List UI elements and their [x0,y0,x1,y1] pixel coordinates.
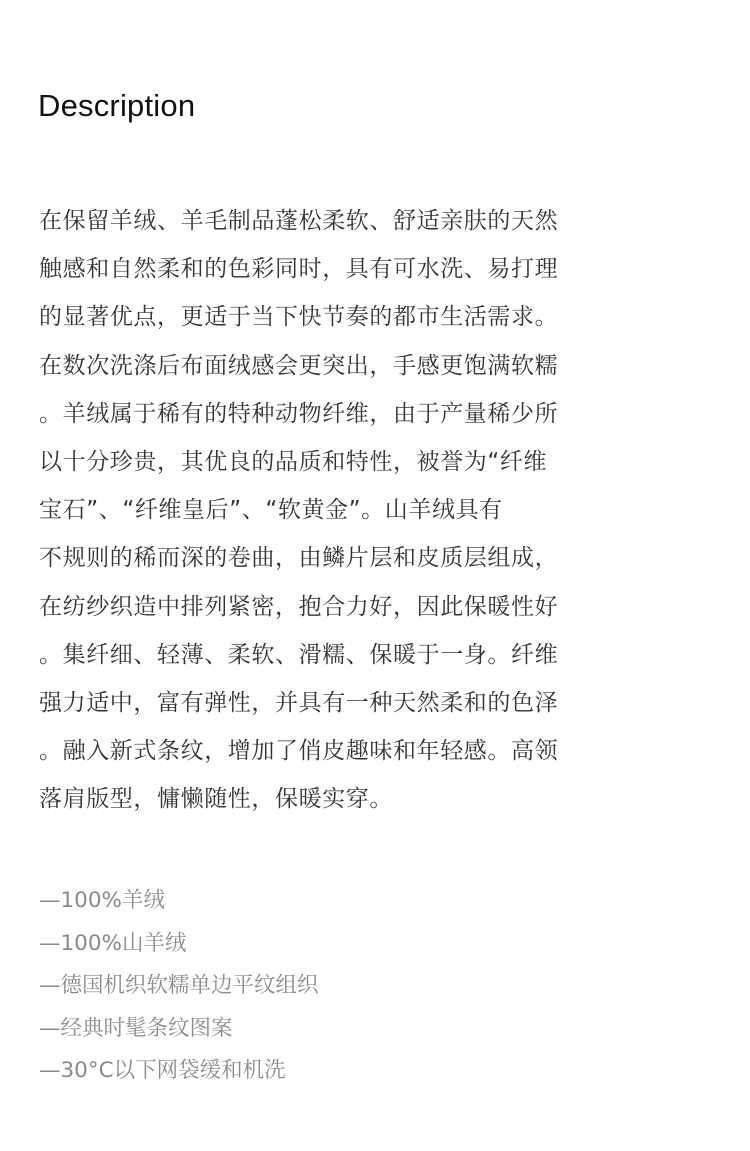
description-line: 落肩版型，慵懒随性，保暖实穿。 [39,786,393,813]
description-line: 在纺纱织造中排列紧密，抱合力好，因此保暖性好 [39,593,559,620]
description-line: 不规则的稀而深的卷曲，由鳞片层和皮质层组成， [39,545,559,572]
description-line: 在数次洗涤后布面绒感会更突出，手感更饱满软糯 [39,352,559,379]
description-line: 触感和自然柔和的色彩同时，具有可水洗、易打理 [39,256,559,283]
description-line: 。集纤细、轻薄、柔软、滑糯、保暖于一身。纤维 [39,641,559,668]
description-line: 宝石”、“纤维皇后”、“软黄金”。山羊绒具有 [39,497,503,524]
description-line: 以十分珍贵，其优良的品质和特性，被誉为“纤维 [39,448,548,475]
feature-item: —德国机织软糯单边平纹组织 [39,973,319,999]
description-line: 的显著优点，更适于当下快节奏的都市生活需求。 [39,304,559,331]
feature-item: —100%羊绒 [39,888,165,913]
description-paragraph [39,197,653,823]
section-title: Description [38,88,196,123]
description-line: 在保留羊绒、羊毛制品蓬松柔软、舒适亲肤的天然 [39,208,559,234]
description-line: 。羊绒属于稀有的特种动物纤维，由于产量稀少所 [39,400,559,427]
feature-item: —100%山羊绒 [39,930,187,956]
feature-item: —经典时髦条纹图案 [39,1015,233,1041]
description-line: 强力适中，富有弹性，并具有一种天然柔和的色泽 [39,689,559,716]
description-line: 。融入新式条纹，增加了俏皮趣味和年轻感。高领 [39,738,559,765]
feature-list [39,880,319,1093]
feature-item: —30°C以下网袋缓和机洗 [39,1058,286,1084]
